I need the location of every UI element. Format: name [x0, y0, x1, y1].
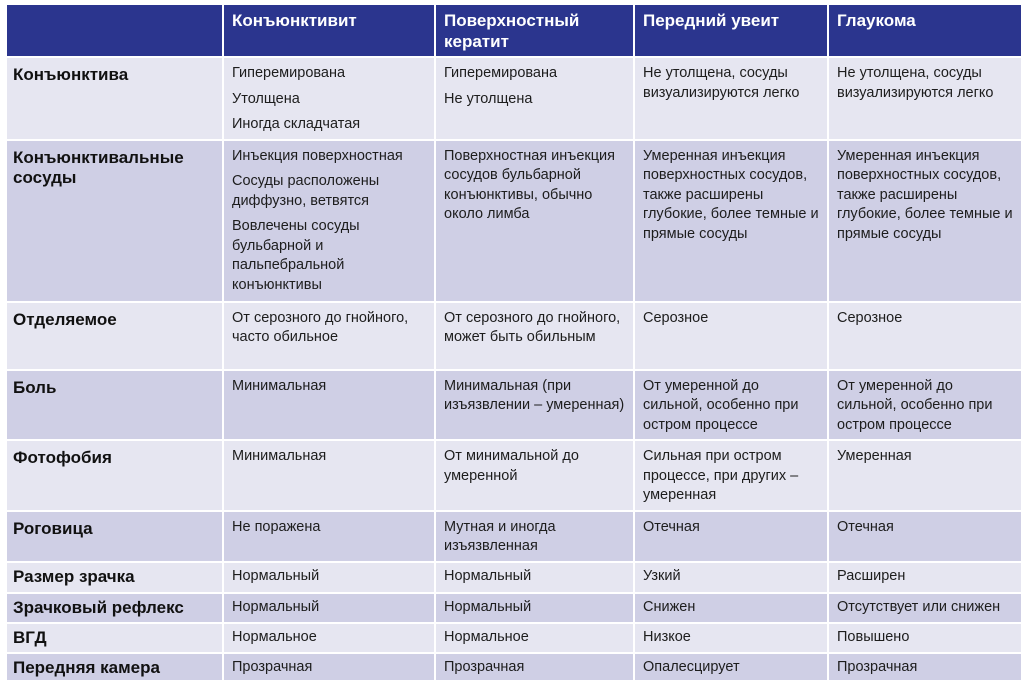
row-label-conjunctiva: Конъюнктива [6, 57, 223, 140]
cell-pupil-size-uveitis: Узкий [634, 562, 828, 593]
cell-conjunctiva-keratitis [435, 57, 634, 140]
table-row-iop [6, 623, 1022, 653]
cell-line: Гиперемирована [232, 65, 346, 81]
cell-pupil-reflex-keratitis: Нормальный [435, 593, 634, 623]
cell-anterior-chamber-glaucoma: Прозрачная [828, 653, 1022, 681]
row-label-cornea: Роговица [6, 511, 223, 562]
differential-diagnosis-table [5, 3, 1023, 682]
cell-anterior-chamber-uveitis: Опалесцирует [634, 653, 828, 681]
cell-line: Иногда складчатая [232, 116, 361, 132]
table-row-anterior-chamber [6, 653, 1022, 681]
cell-pupil-size-glaucoma: Расширен [828, 562, 1022, 593]
cell-discharge-conjunctivitis: От серозного до гнойного, часто обильное [223, 302, 435, 370]
cell-vessels-uveitis: Умеренная инъекция поверхностных сосудов, также расширены глубокие, более темные и прямые сосуды [634, 140, 828, 302]
header-glaucoma: Глаукома [828, 4, 1022, 57]
cell-iop-keratitis: Нормальное [435, 623, 634, 653]
cell-pain-glaucoma: От умеренной до сильной, особенно при остром процессе [828, 370, 1022, 441]
cell-pupil-reflex-conjunctivitis: Нормальный [223, 593, 435, 623]
table-row-pupil-reflex [6, 593, 1022, 623]
header-uveitis: Передний увеит [634, 4, 828, 57]
cell-discharge-keratitis: От серозного до гнойного, может быть обильным [435, 302, 634, 370]
cell-discharge-uveitis: Серозное [634, 302, 828, 370]
table-row-discharge [6, 302, 1022, 370]
cell-iop-glaucoma: Повышено [828, 623, 1022, 653]
cell-pupil-reflex-uveitis: Снижен [634, 593, 828, 623]
header-keratitis: Поверхностный кератит [435, 4, 634, 57]
header-corner-cell [6, 4, 223, 57]
row-label-pupil-size: Размер зрачка [6, 562, 223, 593]
cell-pain-uveitis: От умеренной до сильной, особенно при остром процессе [634, 370, 828, 441]
cell-discharge-glaucoma: Серозное [828, 302, 1022, 370]
row-label-iop: ВГД [6, 623, 223, 653]
cell-line: Гиперемирована [444, 65, 558, 81]
cell-pupil-size-conjunctivitis: Нормальный [223, 562, 435, 593]
cell-photophobia-keratitis: От минимальной до умеренной [435, 440, 634, 511]
cell-pupil-reflex-glaucoma: Отсутствует или снижен [828, 593, 1022, 623]
cell-cornea-keratitis: Мутная и иногда изъязвленная [435, 511, 634, 562]
cell-pupil-size-keratitis: Нормальный [435, 562, 634, 593]
row-label-discharge: Отделяемое [6, 302, 223, 370]
comparison-table-container [5, 3, 1021, 677]
cell-pain-conjunctivitis: Минимальная [223, 370, 435, 441]
cell-iop-uveitis: Низкое [634, 623, 828, 653]
table-row-cornea [6, 511, 1022, 562]
cell-vessels-glaucoma: Умеренная инъекция поверхностных сосудов, также расширены глубокие, более темные и прямые сосуды [828, 140, 1022, 302]
row-label-pupil-reflex: Зрачковый рефлекс [6, 593, 223, 623]
cell-cornea-glaucoma: Отечная [828, 511, 1022, 562]
cell-iop-conjunctivitis: Нормальное [223, 623, 435, 653]
cell-line: Утолщена [232, 90, 300, 107]
cell-pain-keratitis: Минимальная (при изъязвлении – умеренная) [435, 370, 634, 441]
cell-conjunctiva-glaucoma: Не утолщена, сосуды визуализируются легко [828, 57, 1022, 140]
header-conjunctivitis: Конъюнктивит [223, 4, 435, 57]
cell-photophobia-uveitis: Сильная при остром процессе, при других – умеренная [634, 440, 828, 511]
table-row-pupil-size [6, 562, 1022, 593]
cell-photophobia-conjunctivitis: Минимальная [223, 440, 435, 511]
row-label-pain: Боль [6, 370, 223, 441]
cell-line: Вовлечены сосуды бульбарной и пальпебральной конъюнктивы [232, 218, 360, 293]
cell-anterior-chamber-keratitis: Прозрачная [435, 653, 634, 681]
cell-cornea-uveitis: Отечная [634, 511, 828, 562]
row-label-anterior-chamber: Передняя камера [6, 653, 223, 681]
cell-vessels-conjunctivitis [223, 140, 435, 302]
cell-photophobia-glaucoma: Умеренная [828, 440, 1022, 511]
cell-line: Инъекция поверхностная [232, 147, 403, 164]
row-label-vessels: Конъюнктивальные сосуды [6, 140, 223, 302]
cell-line: Сосуды расположены диффузно, ветвятся [232, 173, 380, 209]
table-row-photophobia [6, 440, 1022, 511]
cell-cornea-conjunctivitis: Не поражена [223, 511, 435, 562]
row-label-photophobia: Фотофобия [6, 440, 223, 511]
table-row-pain [6, 370, 1022, 441]
table-row-conjunctiva [6, 57, 1022, 140]
cell-conjunctiva-conjunctivitis [223, 57, 435, 140]
header-row [6, 4, 1022, 57]
cell-line: Не утолщена [444, 90, 533, 107]
cell-conjunctiva-uveitis: Не утолщена, сосуды визуализируются легко [634, 57, 828, 140]
cell-vessels-keratitis: Поверхностная инъекция сосудов бульбарной конъюнктивы, обычно около лимба [435, 140, 634, 302]
cell-anterior-chamber-conjunctivitis: Прозрачная [223, 653, 435, 681]
table-row-vessels [6, 140, 1022, 302]
